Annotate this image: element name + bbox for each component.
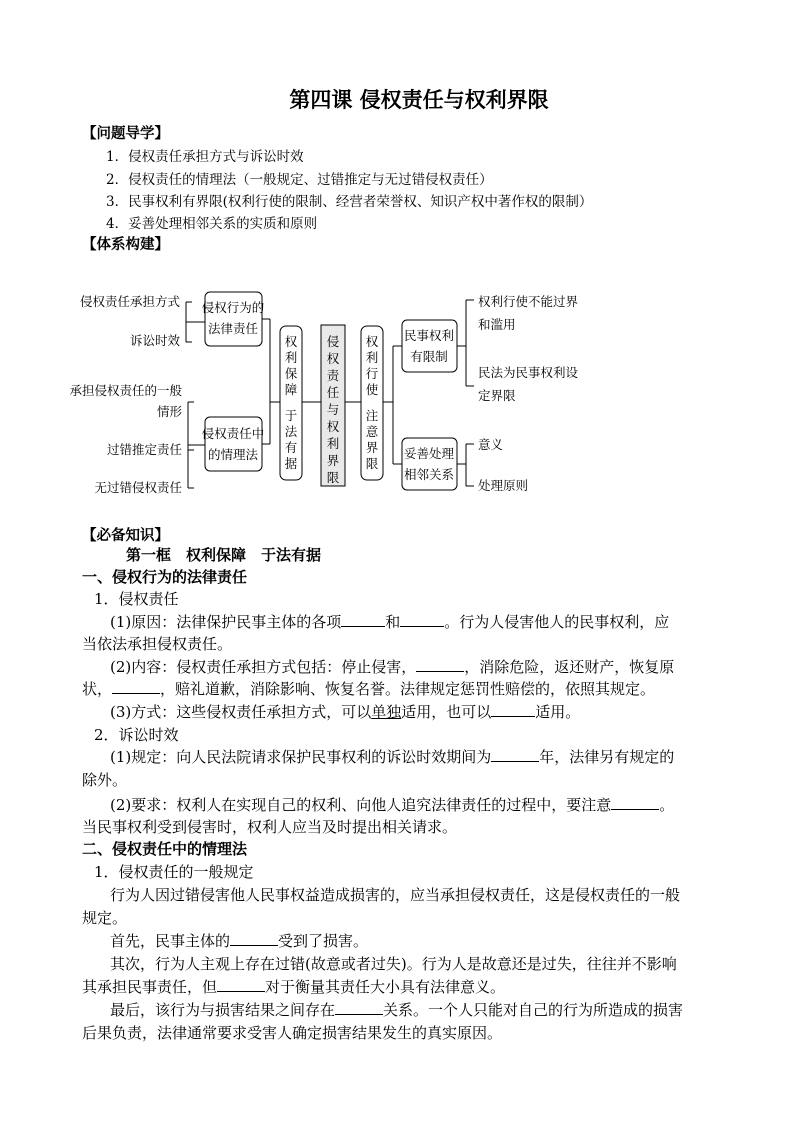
para-cause: (1)原因：法律保护民事主体的各项 和 。行为人侵害他人的民事权利，应 xyxy=(110,613,670,631)
svg-text:有: 有 xyxy=(284,440,298,455)
svg-text:责: 责 xyxy=(326,368,340,383)
blank[interactable] xyxy=(611,795,659,810)
svg-text:注: 注 xyxy=(365,408,379,423)
svg-text:利: 利 xyxy=(365,350,379,365)
svg-text:限: 限 xyxy=(326,470,340,485)
para-content: (2)内容：侵权责任承担方式包括：停止侵害， ，消除危险，返还财产，恢复原 xyxy=(110,658,675,676)
svg-text:界: 界 xyxy=(326,453,340,468)
box-rights-limited-line1: 民事权利 xyxy=(403,328,455,343)
guide-heading: 【问题导学】 xyxy=(82,126,169,142)
svg-text:利: 利 xyxy=(326,436,340,451)
box-neighbor-relations-line2: 相邻关系 xyxy=(403,467,455,482)
svg-text:意: 意 xyxy=(365,424,379,439)
svg-text:权: 权 xyxy=(326,419,340,434)
svg-text:保: 保 xyxy=(284,366,298,381)
box-reason-law-line1: 侵权责任中 xyxy=(201,426,265,441)
guide-item-2: 2．侵权责任的情理法（一般规定、过错推定与无过错侵权责任） xyxy=(106,172,493,188)
page-title: 第四课 侵权责任与权利界限 xyxy=(289,88,549,112)
blank[interactable] xyxy=(341,612,385,627)
label-principles: 处理原则 xyxy=(478,478,529,493)
system-heading: 【体系构建】 xyxy=(82,237,169,253)
section-1-heading: 一、侵权行为的法律责任 xyxy=(82,568,248,586)
label-limitation: 诉讼时效 xyxy=(129,333,180,348)
subsection-2-1: 1．侵权责任的一般规定 xyxy=(94,863,254,881)
blank[interactable] xyxy=(217,977,265,992)
svg-text:限: 限 xyxy=(365,456,379,471)
guide-item-4: 4．妥善处理相邻关系的实质和原则 xyxy=(106,216,318,232)
knowledge-heading: 【必备知识】 xyxy=(82,528,169,544)
box-reason-law-line2: 的情理法 xyxy=(207,447,259,462)
svg-text:权: 权 xyxy=(326,351,340,366)
box-legal-responsibility-line1: 侵权行为的 xyxy=(201,300,265,315)
svg-text:与: 与 xyxy=(326,402,340,417)
para-second: 其次，行为人主观上存在过错(故意或者过失)。行为人是故意还是过失，往往并不影响 xyxy=(110,955,677,973)
label-presumed-fault: 过错推定责任 xyxy=(106,442,182,457)
para-limitation-rule: (1)规定：向人民法院请求保护民事权利的诉讼时效期间为 年，法律另有规定的 xyxy=(110,748,675,766)
guide-item-3: 3．民事权利有界限(权利行使的限制、经营者荣誉权、知识产权中著作权的限制） xyxy=(106,194,593,210)
para-finally: 最后，该行为与损害结果之间存在 关系。一个人只能对自己的行为所造成的损害 xyxy=(110,1001,684,1019)
blank[interactable] xyxy=(416,657,464,672)
blank[interactable] xyxy=(400,612,444,627)
para-method: (3)方式：这些侵权责任承担方式，可以单独适用，也可以 适用。 xyxy=(110,703,581,721)
svg-text:侵: 侵 xyxy=(326,334,340,349)
frame-title: 第一框 权利保障 于法有据 xyxy=(126,546,322,564)
label-civil-law-limit-2: 定界限 xyxy=(478,388,516,403)
para-cause-cont: 当依法承担侵权责任。 xyxy=(82,635,233,653)
box-legal-responsibility-line2: 法律责任 xyxy=(207,321,259,336)
blank[interactable] xyxy=(335,1000,383,1015)
para-content-cont: 状， ，赔礼道歉，消除影响、恢复名誉。法律规定惩罚性赔偿的，依照其规定。 xyxy=(82,680,656,698)
svg-text:利: 利 xyxy=(284,350,298,365)
label-general-case-1: 承担侵权责任的一般 xyxy=(69,383,182,398)
para-general: 行为人因过错侵害他人民事权益造成损害的，应当承担侵权责任，这是侵权责任的一般 xyxy=(110,886,681,904)
subsection-1-1: 1．侵权责任 xyxy=(94,590,179,608)
blank[interactable] xyxy=(112,679,160,694)
svg-text:使: 使 xyxy=(365,382,379,397)
svg-text:障: 障 xyxy=(284,382,298,397)
para-general-cont: 规定。 xyxy=(82,909,128,927)
blank[interactable] xyxy=(491,702,535,717)
svg-text:权: 权 xyxy=(365,334,379,349)
para-first: 首先，民事主体的 受到了损害。 xyxy=(110,932,369,950)
svg-text:任: 任 xyxy=(326,385,340,400)
para-limitation-req: (2)要求：权利人在实现自己的权利、向他人追究法律责任的过程中，要注意 。 xyxy=(110,796,675,814)
label-general-case-2: 情形 xyxy=(156,404,182,419)
svg-text:权: 权 xyxy=(284,334,298,349)
svg-text:法: 法 xyxy=(284,424,298,439)
label-no-abuse-2: 和滥用 xyxy=(478,317,516,332)
label-no-fault: 无过错侵权责任 xyxy=(94,480,182,495)
blank[interactable] xyxy=(230,931,278,946)
subsection-1-2: 2．诉讼时效 xyxy=(94,726,179,744)
para-finally-cont: 后果负责，法律通常要求受害人确定损害结果发生的真实原因。 xyxy=(82,1024,503,1042)
svg-text:界: 界 xyxy=(365,440,379,455)
para-limitation-rule-cont: 除外。 xyxy=(82,771,128,789)
label-compensation-methods: 侵权责任承担方式 xyxy=(79,294,180,309)
para-second-cont: 其承担民事责任，但 对于衡量其责任大小具有法律意义。 xyxy=(82,978,506,996)
box-center-topic-text xyxy=(327,334,341,485)
concept-map xyxy=(0,0,794,520)
svg-text:行: 行 xyxy=(365,366,379,381)
blank[interactable] xyxy=(491,747,539,762)
label-civil-law-limit-1: 民法为民事权利设 xyxy=(478,365,579,380)
box-rights-limited-line2: 有限制 xyxy=(410,349,448,364)
guide-item-1: 1．侵权责任承担方式与诉讼时效 xyxy=(106,149,304,165)
para-limitation-req-cont: 当民事权利受到侵害时，权利人应当及时提出相关请求。 xyxy=(82,818,458,836)
svg-text:于: 于 xyxy=(284,408,298,423)
label-significance: 意义 xyxy=(478,437,504,452)
section-2-heading: 二、侵权责任中的情理法 xyxy=(82,840,248,858)
svg-text:据: 据 xyxy=(284,456,298,471)
label-no-abuse-1: 权利行使不能过界 xyxy=(478,294,579,309)
box-neighbor-relations-line1: 妥善处理 xyxy=(403,446,455,461)
